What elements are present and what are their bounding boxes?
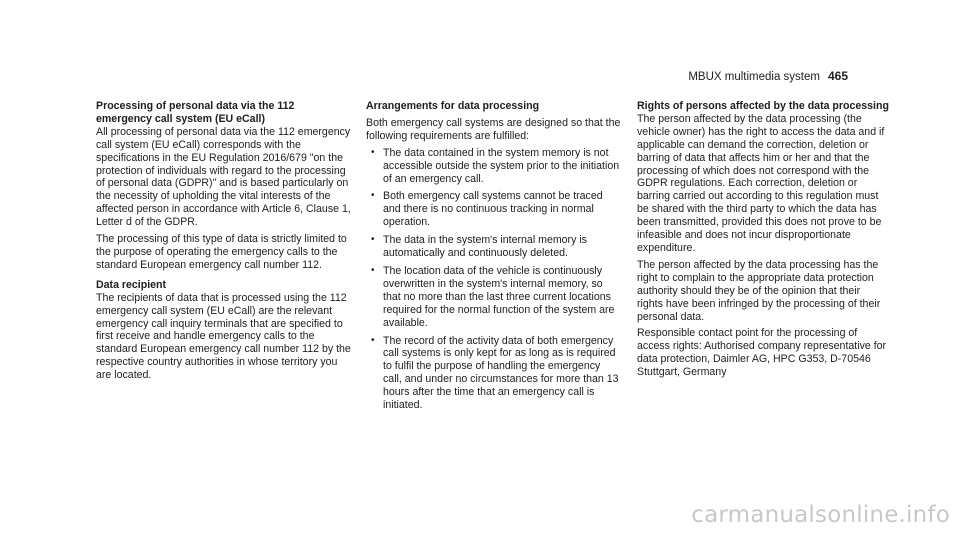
bullet-icon: • — [371, 264, 375, 276]
list-item: • Both emergency call systems cannot be traced and there is no continuous tracking in normal operation. — [371, 190, 603, 229]
bullet-icon: • — [371, 190, 375, 202]
bullet-icon: • — [371, 146, 375, 158]
section-title: MBUX multimedia system — [688, 71, 820, 83]
paragraph-purpose: The processing of this type of data is strictly limited to the purpose of operating the emergency calls to the standard European emergency call number 112. — [96, 233, 347, 271]
paragraph-gdpr: All processing of personal data via the 112 emergency call system (EU eCall) corresponds with the specifications in the EU Regulation 2016/679 "on the protection of individuals with regard to the processing of personal data (GDPR)" and is based particularly on the necessity of upholding the vital interests of the affected person in accordance with Article 6, Clause 1, Letter d of the GDPR. — [96, 125, 351, 229]
bullet-icon: • — [371, 234, 375, 246]
paragraph-rights-access: The person affected by the data processing (the vehicle owner) has the right to access the data and if applicable can demand the correction, deletion or barring of data that affects him or her and that the processing of which does not correspond with the GDPR regulations. Each correction, deletion or barring carried out according to this regulation must be shared with the third party to which the data has been transmitted, provided this does not prove to be infeasible and does not incur disproportionate expenditure. — [637, 112, 885, 254]
paragraph-recipients: The recipients of data that is processed using the 112 emergency call system (EU eCall) are the relevant emergency call inquiry terminals that are specified to first receive and handle emergency calls to the standard European emergency call number 112 by the respective country authorities in whose territory you are located. — [96, 291, 351, 382]
list-item: • The data in the system's internal memory is automatically and continuously deleted. — [371, 234, 587, 260]
list-item: • The record of the activity data of both emergency call systems is only kept for as long as is required to fulfil the purpose of handling the emergency call, and under no circumstances for more than 13 hours after the time that an emergency call is initiated. — [371, 334, 619, 412]
list-item: • The location data of the vehicle is continuously overwritten in the system's internal memory, so that no more than the last three current locations required for the normal function of the system are available. — [371, 264, 615, 329]
requirements-list — [366, 147, 622, 412]
page-number: 465 — [827, 69, 848, 83]
watermark-text: carmanualsonline.info — [691, 502, 950, 528]
paragraph-rights-complain: The person affected by the data processing has the right to complain to the appropriate data protection authority should they be of the opinion that their rights have been infringed by the processing of their personal data. — [637, 258, 881, 323]
column-1 — [96, 100, 352, 382]
paragraph-contact: Responsible contact point for the processing of access rights: Authorised company representative for data protection, Daimler AG, HPC G353, D-70546 Stuttgart, Germany — [637, 327, 887, 379]
column-2 — [366, 100, 622, 417]
heading-arrangements: Arrangements for data processing — [366, 100, 540, 112]
heading-ecall-processing: Processing of personal data via the 112 emergency call system (EU eCall) — [96, 100, 295, 125]
list-item: • The data contained in the system memory is not accessible outside the system prior to the initiation of an emergency call. — [371, 146, 620, 185]
column-3 — [637, 100, 889, 379]
paragraph-arrangements-intro: Both emergency call systems are designed so that the following requirements are fulfilled: — [366, 116, 621, 142]
page-header — [688, 69, 848, 83]
bullet-icon: • — [371, 334, 375, 346]
heading-rights: Rights of persons affected by the data processing — [637, 100, 889, 112]
heading-data-recipient: Data recipient — [96, 278, 167, 291]
